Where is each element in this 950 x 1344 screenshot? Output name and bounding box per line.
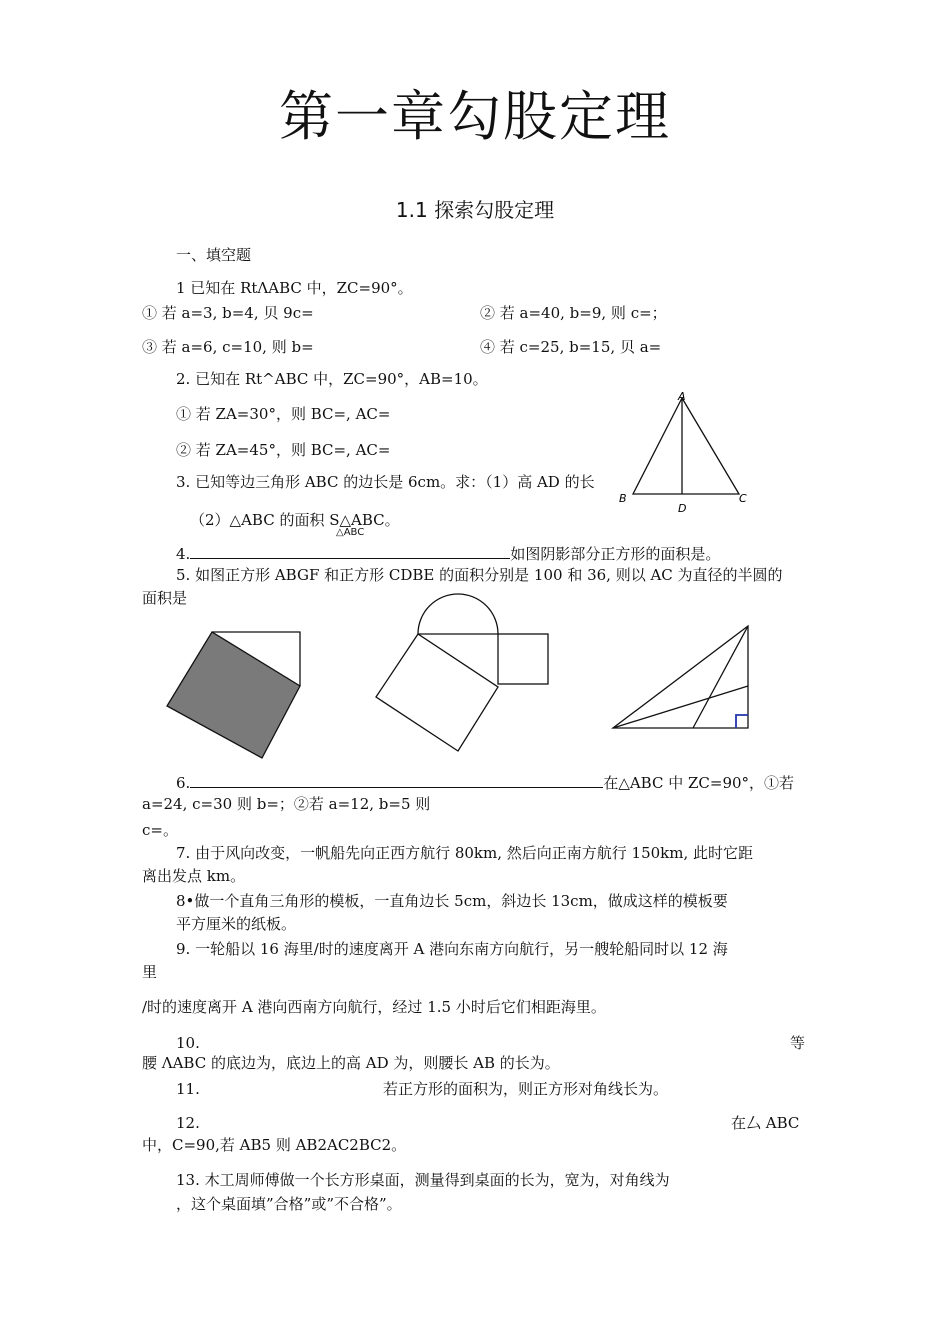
q3-stem: 3. 已知等边三角形 ABC 的边长是 6cm。求：（1）高 AD 的长 <box>176 473 595 491</box>
q9-line2: /时的速度离开 A 港向西南方向航行，经过 1.5 小时后它们相距海里。 <box>142 998 606 1016</box>
shaded-square-figure <box>160 625 310 765</box>
label-a: A <box>678 390 686 403</box>
q12-right: 在厶 ABC <box>731 1114 800 1132</box>
q12-num: 12. <box>176 1114 200 1132</box>
q9-line1b: 里 <box>142 963 158 981</box>
section-title: 1.1 探索勾股定理 <box>395 198 555 222</box>
chapter-title: 第一章勾股定理 <box>279 85 671 148</box>
q1-b: ② 若 a=40, b=9, 则 c=； <box>480 304 667 322</box>
q2-b: ② 若 ZA=45°，则 BC=, AC= <box>176 441 391 459</box>
q6-line3: c=。 <box>142 821 178 839</box>
q8-line2: 平方厘米的纸板。 <box>176 915 297 933</box>
q1-a: ① 若 a=3, b=4, 贝 9c= <box>142 304 314 322</box>
q1-d: ④ 若 c=25, b=15, 贝 a= <box>480 338 662 356</box>
q6-num: 6. <box>176 774 191 792</box>
q6-blank <box>190 773 603 788</box>
q11-text: 若正方形的面积为，则正方形对角线长为。 <box>383 1080 669 1098</box>
q10-line2: 腰 ΛABC 的底边为，底边上的高 AD 为，则腰长 AB 的长为。 <box>142 1054 560 1072</box>
equilateral-triangle-figure <box>615 388 755 516</box>
q12-line2: 中，C=90,若 AB5 则 AB2AC2BC2。 <box>142 1136 407 1154</box>
label-c: C <box>739 492 747 505</box>
q2-stem: 2. 已知在 Rt^ABC 中，ZC=90°，AB=10。 <box>176 370 488 388</box>
part-heading: 一、填空题 <box>176 246 252 264</box>
q4 <box>176 544 720 564</box>
q6-line2: a=24, c=30 则 b=；②若 a=12, b=5 则 <box>142 795 431 813</box>
q3-part2: （2）△ABC 的面积 S△ABC。 <box>190 511 400 529</box>
q5-line1: 5. 如图正方形 ABGF 和正方形 CDBE 的面积分别是 100 和 36, 则以 AC 为直径的半圆的 <box>176 566 783 584</box>
q7-line2: 离出发点 km。 <box>142 867 246 885</box>
right-triangle-figure <box>605 620 755 735</box>
q13-line1: 13. 木工周师傅做一个长方形桌面，测量得到桌面的长为，宽为，对角线为 <box>176 1171 670 1189</box>
q4-blank <box>190 544 510 559</box>
q1-c: ③ 若 a=6, c=10, 则 b= <box>142 338 314 356</box>
q13-line2: ，这个桌面填”合格”或”不合格”。 <box>176 1195 402 1213</box>
q7-line1: 7. 由于风向改变，一帆船先向正西方航行 80km, 然后向正南方航行 150km, 此时它距 <box>176 844 754 862</box>
q5-line2: 面积是 <box>142 589 188 607</box>
q8-line1: 8•做一个直角三角形的模板，一直角边长 5cm，斜边长 13cm，做成这样的模板要 <box>176 892 728 910</box>
q4-num: 4. <box>176 545 191 563</box>
q6 <box>176 773 794 793</box>
q6-tail: 在△ABC 中 ZC=90°，①若 <box>603 774 795 792</box>
q2-a: ① 若 ZA=30°，则 BC=, AC= <box>176 405 391 423</box>
label-d: D <box>678 502 687 515</box>
q3-subscript: △ABC <box>336 527 365 538</box>
q11-num: 11. <box>176 1080 200 1098</box>
q10-right: 等 <box>790 1034 806 1052</box>
q10-num: 10. <box>176 1034 200 1052</box>
squares-semicircle-figure <box>370 590 555 755</box>
q9-line1: 9. 一轮船以 16 海里/时的速度离开 A 港向东南方向航行，另一艘轮船同时以 12 海 <box>176 940 728 958</box>
q1-stem: 1 已知在 RtΛABC 中，ZC=90°。 <box>176 279 413 297</box>
q4-text: 如图阴影部分正方形的面积是。 <box>510 545 721 563</box>
label-b: B <box>619 492 627 505</box>
